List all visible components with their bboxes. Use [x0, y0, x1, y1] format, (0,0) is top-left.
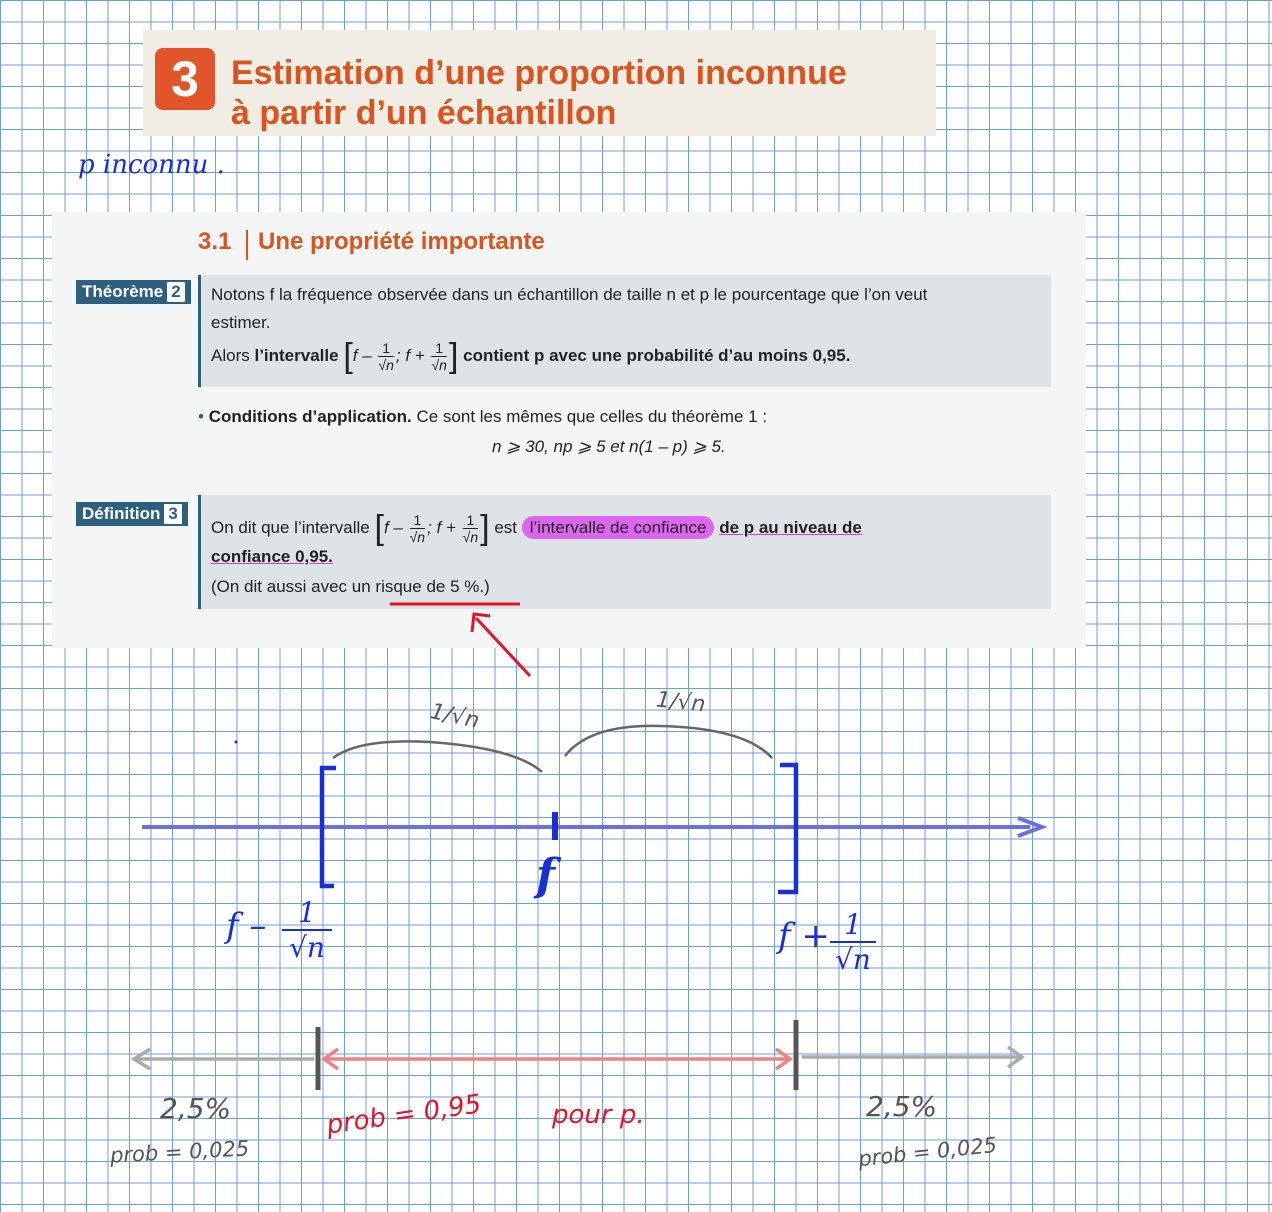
definition-line-2: confiance 0,95. [211, 547, 333, 566]
left-bracket: [ [374, 509, 384, 547]
definition-line-1-prefix: On dit que l’intervalle [211, 517, 370, 537]
theorem-tag-label: Théorème [82, 282, 164, 301]
fraction-one-over-sqrt-n: $\frac{1}{√n}$ [378, 340, 394, 373]
fraction-one-over-sqrt-n: $\frac{1}{√n}$ [462, 512, 479, 545]
brace-left-label: 1/√n [427, 699, 482, 734]
definition-line-1-middle: est [494, 517, 517, 537]
conditions-formula: n ⩾ 30, np ⩾ 5 et n(1 – p) ⩾ 5. [492, 437, 726, 456]
conditions-text: Ce sont les mêmes que celles du théorème 1 : [416, 407, 768, 426]
left-bound-denominator: √n [289, 931, 325, 964]
chapter-number-badge: 3 [155, 48, 215, 110]
theorem-line-3-bold-1: l’intervalle [254, 345, 339, 365]
definition-tag-number: 3 [164, 504, 181, 524]
left-tail-percent: 2,5% [160, 1092, 232, 1125]
left-bracket: [ [343, 337, 353, 375]
left-tail-prob: prob = 0,025 [109, 1136, 250, 1168]
left-bound-numerator: 1 [282, 896, 332, 931]
definition-tag-label: Définition [82, 504, 161, 523]
interval-f-plus: ; f + [395, 345, 425, 365]
right-bound-fraction [830, 908, 876, 976]
chapter-title-line-2: à partir d’un échantillon [231, 94, 617, 132]
theorem-line-1: Notons f la fréquence observée dans un échantillon de taille n et p le pourcentage que l’on veut [211, 285, 928, 304]
center-label-f: f [536, 850, 555, 901]
brace-right-label: 1/√n [654, 687, 707, 718]
conditions-label: Conditions d’application. [208, 407, 412, 426]
handwritten-note: p inconnu . [78, 150, 225, 180]
right-bound-denominator: √n [835, 943, 871, 976]
section-title: Une propriété importante [258, 228, 545, 255]
theorem-line-3-prefix: Alors [211, 345, 250, 365]
interval-f-minus: f – [383, 517, 403, 537]
left-brace [333, 741, 542, 772]
central-for-p: pour p. [552, 1100, 645, 1130]
definition-line-1-suffix: de p au niveau de [719, 517, 862, 537]
fraction-one-over-sqrt-n: $\frac{1}{√n}$ [431, 340, 447, 373]
right-bracket: ] [480, 509, 490, 547]
left-bound-fraction [282, 896, 332, 964]
section-number: 3.1 [198, 228, 232, 255]
theorem-tag-number: 2 [167, 282, 184, 302]
right-bound-f: f + [778, 916, 830, 956]
central-prob: prob = 0,95 [324, 1089, 484, 1141]
fraction-one-over-sqrt-n: $\frac{1}{√n}$ [409, 512, 426, 545]
left-bound-f: f – [226, 906, 267, 946]
right-bracket: ] [448, 337, 459, 375]
highlighted-term: l’intervalle de confiance [522, 516, 715, 539]
right-bound-numerator: 1 [830, 908, 876, 943]
red-arrow [476, 618, 530, 676]
bullet: • [198, 407, 204, 426]
theorem-line-2: estimer. [211, 313, 271, 332]
right-tail-percent: 2,5% [866, 1090, 938, 1123]
interval-f-plus: ; f + [427, 517, 456, 537]
right-tail-prob: prob = 0,025 [857, 1132, 999, 1172]
interval-f-minus: f – [352, 345, 372, 365]
theorem-line-3-bold-2: contient p avec une probabilité d’au moins 0,95. [463, 345, 851, 365]
chapter-title-line-1: Estimation d’une proportion inconnue [231, 54, 847, 92]
ink-dot [235, 741, 238, 744]
right-brace [565, 726, 772, 758]
definition-line-3: (On dit aussi avec un risque de 5 %.) [211, 577, 490, 596]
